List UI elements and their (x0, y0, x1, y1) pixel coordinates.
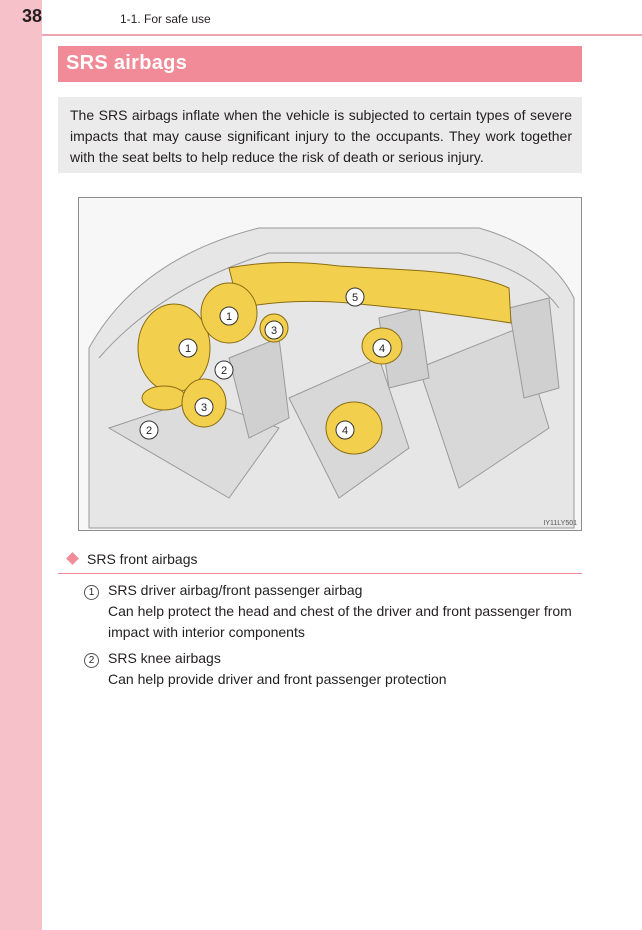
diamond-bullet-icon (66, 552, 79, 565)
item-title: SRS knee airbags (108, 650, 221, 666)
callout-2b: 2 (220, 365, 228, 377)
page-number: 38 (22, 6, 43, 26)
callout-5: 5 (351, 292, 359, 304)
airbag-illustration (78, 197, 582, 531)
item-description: Can help protect the head and chest of the driver and front passenger from impact with interior components (108, 603, 572, 640)
callout-1b: 1 (225, 311, 233, 323)
item-number-1: 1 (84, 585, 99, 600)
item-title: SRS driver airbag/front passenger airbag (108, 582, 363, 598)
callout-1a: 1 (184, 343, 192, 355)
callout-3b: 3 (270, 325, 278, 337)
airbag-diagram (79, 198, 581, 530)
intro-box (58, 97, 582, 173)
callout-4b: 4 (341, 425, 349, 437)
subsection-heading-text: SRS front airbags (87, 551, 198, 567)
item-number-2: 2 (84, 653, 99, 668)
section-reference: 1-1. For safe use (120, 12, 211, 26)
driver-knee-airbag (142, 386, 186, 410)
list-item (108, 648, 583, 690)
callout-4a: 4 (378, 343, 386, 355)
subsection-heading (68, 551, 198, 567)
list-item (108, 580, 583, 643)
title-bar (58, 46, 582, 82)
item-description: Can help provide driver and front passenger protection (108, 671, 447, 687)
subsection-rule (58, 573, 582, 574)
figure-code: IY11LY501 (543, 520, 577, 527)
intro-text: The SRS airbags inflate when the vehicle is subjected to certain types of severe impacts that may cause significant injury to the occupants. They work together with the seat belts to help reduce the risk of death or serious injury. (70, 107, 572, 165)
callout-3a: 3 (200, 402, 208, 414)
left-margin-bar (0, 0, 42, 930)
header-rule (42, 34, 642, 36)
driver-airbag (138, 304, 210, 392)
page-title: SRS airbags (66, 52, 188, 74)
callout-2a: 2 (145, 425, 153, 437)
